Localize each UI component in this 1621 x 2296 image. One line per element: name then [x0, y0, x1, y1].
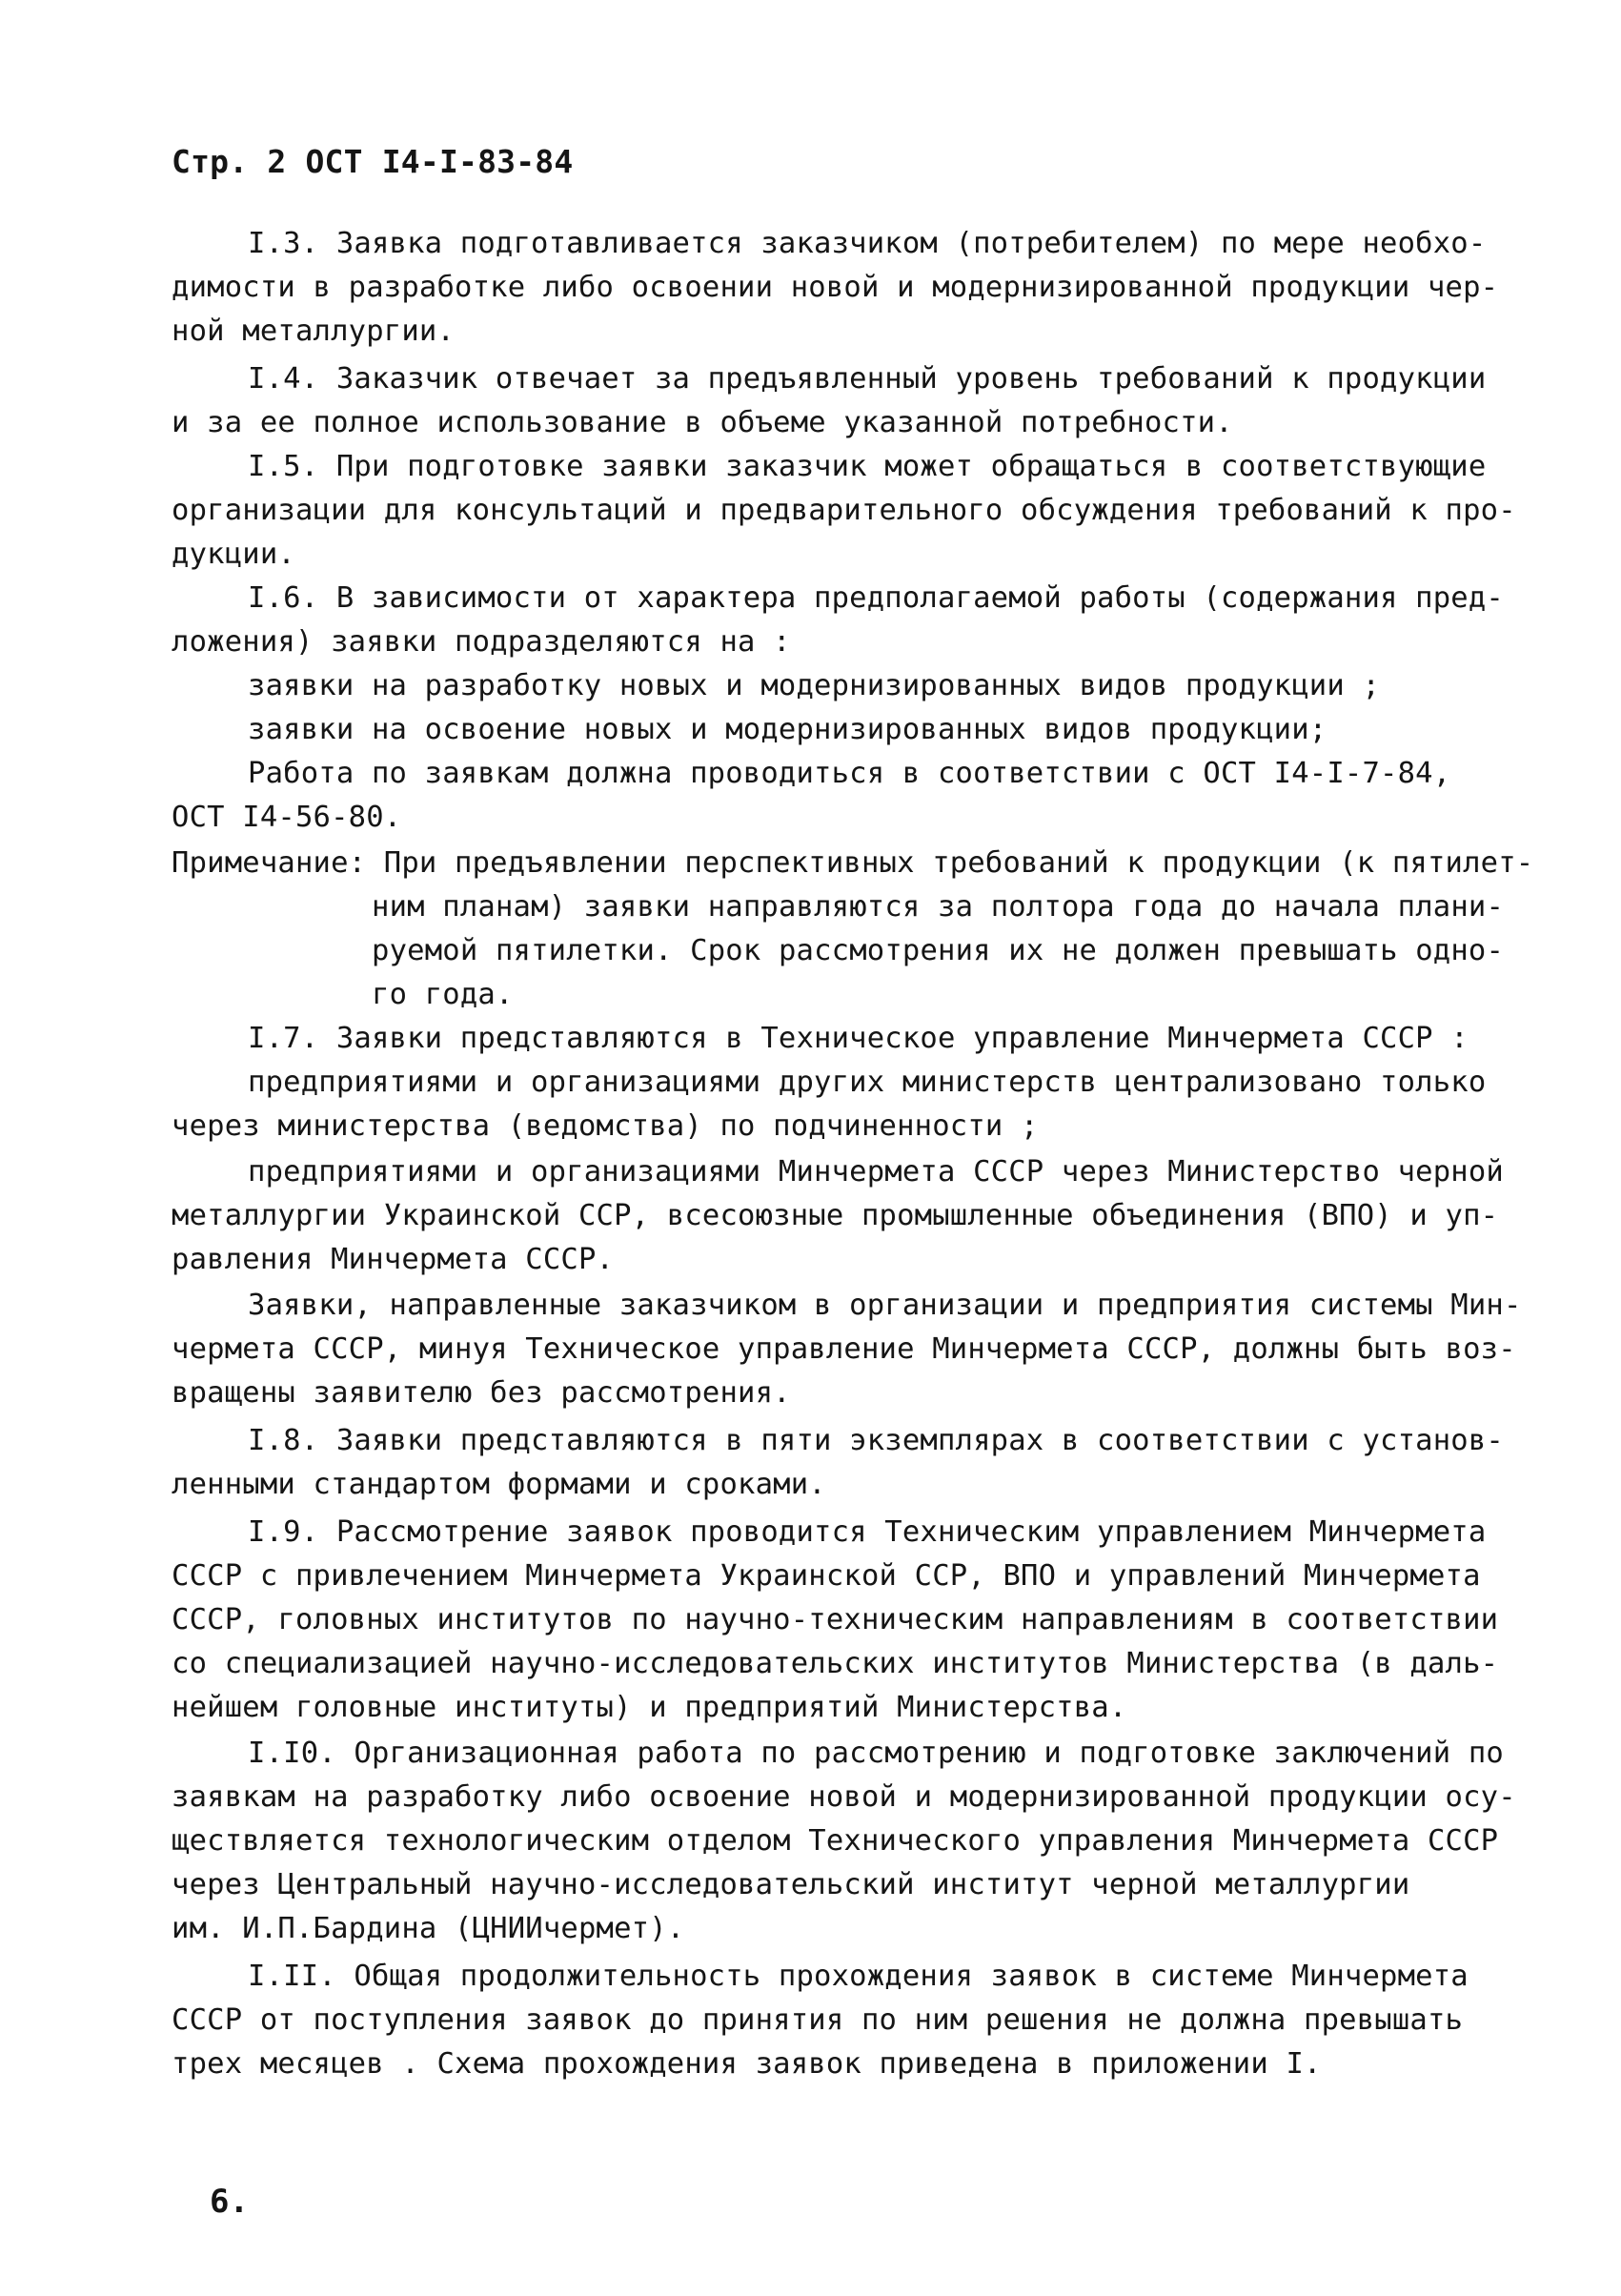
text-line: Работа по заявкам должна проводиться в соответствии с ОСТ I4-I-7-84, [248, 757, 1451, 790]
text-line: заявки на освоение новых и модернизированных видов продукции; [248, 713, 1327, 746]
text-line: димости в разработке либо освоении новой и модернизированной продукции чер- [172, 271, 1499, 304]
text-line: предприятиями и организациями Минчермета СССР через Министерство черной [248, 1155, 1504, 1189]
text-line: через министерства (ведомства) по подчиненности ; [172, 1109, 1039, 1143]
text-line: заявкам на разработку либо освоение новой и модернизированной продукции осу- [172, 1780, 1516, 1814]
text-line: предприятиями и организациями других министерств централизовано только [248, 1066, 1487, 1099]
text-line: I.9. Рассмотрение заявок проводится Техническим управлением Минчермета [248, 1515, 1487, 1549]
text-line: ществляется технологическим отделом Технического управления Минчермета СССР [172, 1824, 1499, 1858]
text-line: ложения) заявки подразделяются на : [172, 625, 791, 659]
text-line: I.6. В зависимости от характера предполагаемой работы (содержания пред- [248, 581, 1504, 615]
note-line: руемой пятилетки. Срок рассмотрения их не должен превышать одно- [372, 934, 1505, 967]
text-line: I.II. Общая продолжительность прохождения заявок в системе Минчермета [248, 1960, 1469, 1993]
text-line: I.I0. Организационная работа по рассмотрению и подготовке заключений по [248, 1737, 1504, 1770]
text-line: трех месяцев . Схема прохождения заявок приведена в приложении I. [172, 2047, 1322, 2081]
text-line: I.7. Заявки представляются в Техническое управление Минчермета СССР : [248, 1022, 1469, 1055]
text-line: I.8. Заявки представляются в пяти экземплярах в соответствии с установ- [248, 1424, 1504, 1457]
text-line: СССР с привлечением Минчермета Украинской ССР, ВПО и управлений Минчермета [172, 1559, 1481, 1593]
note-line: ним планам) заявки направляются за полтора года до начала плани- [372, 890, 1505, 924]
text-line: СССР от поступления заявок до принятия по ним решения не должна превышать [172, 2003, 1464, 2037]
text-line: равления Минчермета СССР. [172, 1243, 615, 1276]
text-line: организации для консультаций и предварительного обсуждения требований к про- [172, 494, 1516, 527]
text-line: заявки на разработку новых и модернизированных видов продукции ; [248, 669, 1381, 702]
text-line: им. И.П.Бардина (ЦНИИчермет). [172, 1912, 685, 1945]
page-number: 6. [210, 2183, 250, 2221]
text-line: ленными стандартом формами и сроками. [172, 1468, 826, 1501]
text-line: I.5. При подготовке заявки заказчик может обращаться в соответствующие [248, 450, 1487, 483]
text-line: дукции. [172, 538, 295, 571]
text-line: нейшем головные институты) и предприятий Министерства. [172, 1691, 1127, 1724]
text-line: ОСТ I4-56-80. [172, 801, 402, 834]
text-line: ной металлургии. [172, 315, 456, 348]
text-line: чермета СССР, минуя Техническое управление Минчермета СССР, должны быть воз- [172, 1332, 1516, 1366]
text-line: и за ее полное использование в объеме указанной потребности. [172, 406, 1233, 439]
page-header: Стр. 2 ОСТ I4-I-83-84 [172, 143, 574, 180]
note-line: Примечание: При предъявлении перспективных требований к продукции (к пятилет- [172, 846, 1534, 880]
text-line: вращены заявителю без рассмотрения. [172, 1376, 791, 1410]
text-line: со специализацией научно-исследовательских институтов Министерства (в даль- [172, 1647, 1499, 1680]
text-line: I.3. Заявка подготавливается заказчиком (потребителем) по мере необхо- [248, 227, 1487, 260]
text-line: через Центральный научно-исследовательский институт черной металлургии [172, 1868, 1410, 1901]
text-line: СССР, головных институтов по научно-техническим направлениям в соответствии [172, 1603, 1499, 1636]
text-line: Заявки, направленные заказчиком в организации и предприятия системы Мин- [248, 1289, 1522, 1322]
text-line: металлургии Украинской ССР, всесоюзные промышленные объединения (ВПО) и уп- [172, 1199, 1499, 1232]
text-line: I.4. Заказчик отвечает за предъявленный уровень требований к продукции [248, 362, 1487, 396]
note-line: го года. [372, 978, 514, 1011]
